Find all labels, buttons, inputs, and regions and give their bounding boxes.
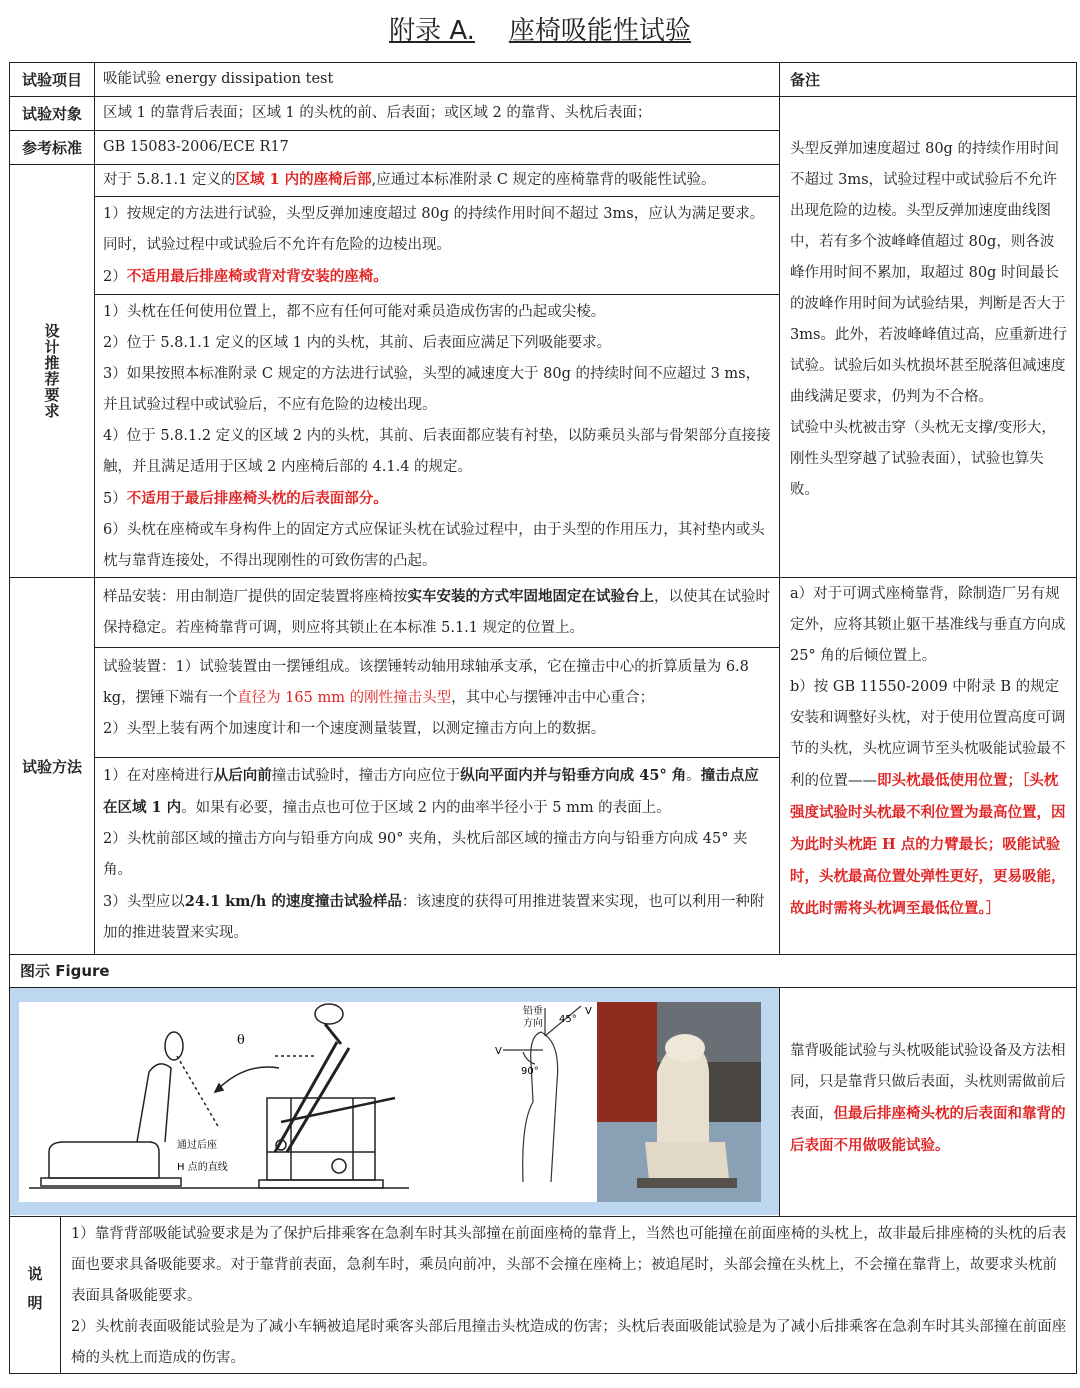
design-intro: [95, 164, 779, 196]
method-step3: [103, 886, 771, 949]
design-seat-p2-red: 不适用最后排座椅或背对背安装的座椅。: [126, 268, 388, 285]
label-direction: 方向: [523, 1018, 543, 1029]
design-block-seat: [95, 196, 779, 294]
design-block-headrest: [95, 294, 779, 576]
method-device-a: 试验装置：1）试验装置由一摆锤组成。该摆锤转动轴用球轴承支承，它在撞击中心的折算质量为 6.8 kg，摆锤下端有一个: [103, 659, 749, 706]
method-device-red: 直径为 165 mm 的刚性撞击头型: [237, 690, 452, 706]
theta-label: θ: [237, 1033, 245, 1048]
design-headrest-p5-red: 不适用于最后排座椅头枕的后表面部分。: [126, 490, 388, 507]
design-intro-red: 区域 1 内的座椅后部: [235, 171, 372, 188]
hline-label-1: 通过后座: [177, 1140, 217, 1151]
method-s1-c: 撞击试验时，撞击方向应位于: [271, 768, 461, 784]
design-seat-p1: 1）按规定的方法进行试验，头型反弹加速度超过 80g 的持续作用时间不超过 3ms，应认为满足要求。同时，试验过程中或试验后不允许有危险的边棱出现。: [103, 206, 765, 253]
method-remark-b-text: b）按 GB 11550-2009 中附录 B 的规定安装和调整好头枕，对于使用位置高度可调节的头枕，头枕应调节至头枕吸能试验最不利的位置——: [790, 679, 1066, 789]
design-headrest-p5: [103, 483, 771, 515]
label-method: 试验方法: [9, 577, 95, 955]
design-intro-b: ,应通过本标准附录 C 规定的座椅靠背的吸能性试验。: [371, 172, 716, 188]
figure-cell-border: [9, 987, 780, 1217]
method-s3-b: 24.1 km/h 的速度撞击试验样品: [184, 893, 402, 910]
design-seat-p2-prefix: 2）: [103, 269, 127, 285]
title-prefix: 附录 A.: [389, 16, 475, 46]
method-remark-a: a）对于可调式座椅靠背，除制造厂另有规定外，应将其锁止躯干基准线与垂直方向成 25° 角的后倾位置上。: [790, 586, 1066, 664]
label-v-right: V: [585, 1006, 592, 1017]
method-s1-g: 。如果有必要，撞击点也可位于区域 2 内的曲率半径小于 5 mm 的表面上。: [181, 800, 671, 816]
method-content: [94, 577, 780, 955]
design-intro-a: 对于 5.8.1.1 定义的: [103, 172, 236, 188]
notes-content: [60, 1216, 1077, 1374]
figure-label: 图示 Figure: [9, 954, 1077, 988]
label-test-item: 试验项目: [9, 62, 95, 97]
label-notes: [9, 1216, 61, 1374]
method-device-p2: 2）头型上装有两个加速度计和一个速度测量装置，以测定撞击方向上的数据。: [103, 721, 606, 737]
method-remark: [779, 577, 1077, 955]
method-s1-a: 1）在对座椅进行: [103, 768, 214, 784]
method-s3-c: ：该速度的获得可用推进装置来实现，也可以利用一种附加的推进装置来实现。: [103, 894, 765, 941]
design-remark-p1: 头型反弹加速度超过 80g 的持续作用时间不超过 3ms，试验过程中或试验后不允许出现危险的边棱。头型反弹加速度曲线图中，若有多个波峰峰值超过 80g，则各波峰作用时间不累加，取超过 80g 时间最长的波峰作用时间为试验结果，判断是否大于 3ms。此外，若波峰峰值过高，应重新进行试验。试验后如头枕损坏甚至脱落但减速度曲线满足要求，仍判为不合格。: [790, 141, 1067, 405]
value-reference-standard: GB 15083-2006/ECE R17: [94, 130, 780, 165]
method-s1-e: 。: [686, 768, 701, 784]
method-install-a: 样品安装：用由制造厂提供的固定装置将座椅按: [103, 589, 408, 605]
label-45deg: 45°: [559, 1014, 577, 1025]
value-test-object: 区域 1 的靠背后表面；区域 1 的头枕的前、后表面；或区域 2 的靠背、头枕后表面；: [94, 96, 780, 131]
method-steps: [95, 757, 779, 954]
label-design: [9, 164, 95, 578]
method-remark-b: [790, 672, 1068, 925]
design-headrest-p4: 4）位于 5.8.1.2 定义的区域 2 内的头枕，其前、后表面都应装有衬垫，以防乘员头部与骨架部分直接接触，并且满足适用于区域 2 内座椅后部的 4.1.4 的规定。: [103, 428, 771, 475]
label-design-text: 设计推荐要求: [42, 323, 61, 419]
design-headrest-p2: 2）位于 5.8.1.1 定义的区域 1 内的头枕，其前、后表面应满足下列吸能要求。: [103, 335, 612, 351]
method-step2: 2）头枕前部区域的撞击方向与铅垂方向成 90° 夹角，头枕后部区域的撞击方向与铅垂方向成 45° 夹角。: [103, 831, 748, 878]
design-headrest-p3: 3）如果按照本标准附录 C 规定的方法进行试验，头型的减速度大于 80g 的持续时间不应超过 3 ms，并且试验过程中或试验后，不应有危险的边棱出现。: [103, 366, 761, 413]
notes-p2: 2）头枕前表面吸能试验是为了减小车辆被追尾时乘客头部后甩撞击头枕造成的伤害；头枕后表面吸能试验是为了减小后排乘客在急刹车时其头部撞在前面座椅的头枕上而造成的伤害。: [71, 1319, 1067, 1366]
method-s1-d: 纵向平面内并与铅垂方向成 45° 角: [460, 767, 687, 784]
method-s1-b: 从后向前: [213, 767, 272, 784]
design-seat-p2: [103, 261, 771, 293]
design-headrest-p6: 6）头枕在座椅或车身构件上的固定方式应保证头枕在试验过程中，由于头型的作用压力，其衬垫内或头枕与靠背连接处，不得出现刚性的可致伤害的凸起。: [103, 522, 765, 569]
remark-header: 备注: [779, 62, 1077, 97]
method-install-c: ，以使其在试验时保持稳定。若座椅靠背可调，则应将其锁止在本标准 5.1.1 规定的位置上。: [103, 589, 770, 636]
title-main: 座椅吸能性试验: [508, 16, 691, 46]
design-headrest-p1: 1）头枕在任何使用位置上，都不应有任何可能对乘员造成伤害的凸起或尖棱。: [103, 304, 606, 320]
method-device: [95, 647, 779, 757]
label-reference-standard: 参考标准: [9, 130, 95, 165]
label-notes-text: 说明: [25, 1266, 44, 1324]
method-install-b: 实车安装的方式牢固地固定在试验台上: [407, 588, 654, 605]
figure-remark: [779, 987, 1077, 1217]
page-title: [0, 10, 1080, 47]
method-install: [95, 581, 779, 645]
design-remark-box: [779, 96, 1077, 578]
method-device-b: ，其中心与摆锤冲击中心重合；: [451, 690, 655, 706]
notes-p1: 1）靠背背部吸能试验要求是为了保护后排乘客在急刹车时其头部撞在前面座椅的靠背上，当然也可能撞在前面座椅的头枕上，故非最后排座椅的头枕的后表面也要求具备吸能要求。对于靠背前表面，急刹车时，乘员向前冲，头部不会撞在座椅上；被追尾时，头部会撞在头枕上，不会撞在靠背上，故要求头枕前表面具备吸能要求。: [71, 1226, 1067, 1304]
method-s1-f: 撞击点应在区域 1 内: [103, 767, 759, 816]
method-remark-b-red: 即头枕最低使用位置；［头枕强度试验时头枕最不利位置为最高位置，因为此时头枕距 H 点的力臂最长；吸能试验时，头枕最高位置处弹性更好，更易吸能，故此时需将头枕调至最低位置。］: [790, 772, 1066, 917]
figure-remark-text: 靠背吸能试验与头枕吸能试验设备及方法相同，只是靠背只做后表面，头枕则需做前后表面，: [790, 1043, 1066, 1122]
label-v-left: V: [495, 1046, 502, 1057]
label-test-object: 试验对象: [9, 96, 95, 131]
method-s3-a: 3）头型应以: [103, 894, 185, 910]
label-vertical: 铅垂: [523, 1006, 543, 1017]
design-content: [94, 164, 780, 578]
method-step1: [103, 760, 771, 824]
figure-remark-red: 但最后排座椅头枕的后表面和靠背的后表面不用做吸能试验。: [790, 1105, 1066, 1154]
label-90deg: 90°: [521, 1066, 539, 1077]
design-remark-p2: 试验中头枕被击穿（头枕无支撑/变形大，刚性头型穿越了试验表面），试验也算失败。: [790, 420, 1056, 498]
method-device-p1: [103, 652, 771, 714]
design-remark-text: [780, 134, 1076, 506]
value-test-item: 吸能试验 energy dissipation test: [94, 62, 780, 97]
hline-label-2: H 点的直线: [177, 1162, 228, 1173]
design-headrest-p5-prefix: 5）: [103, 491, 127, 507]
